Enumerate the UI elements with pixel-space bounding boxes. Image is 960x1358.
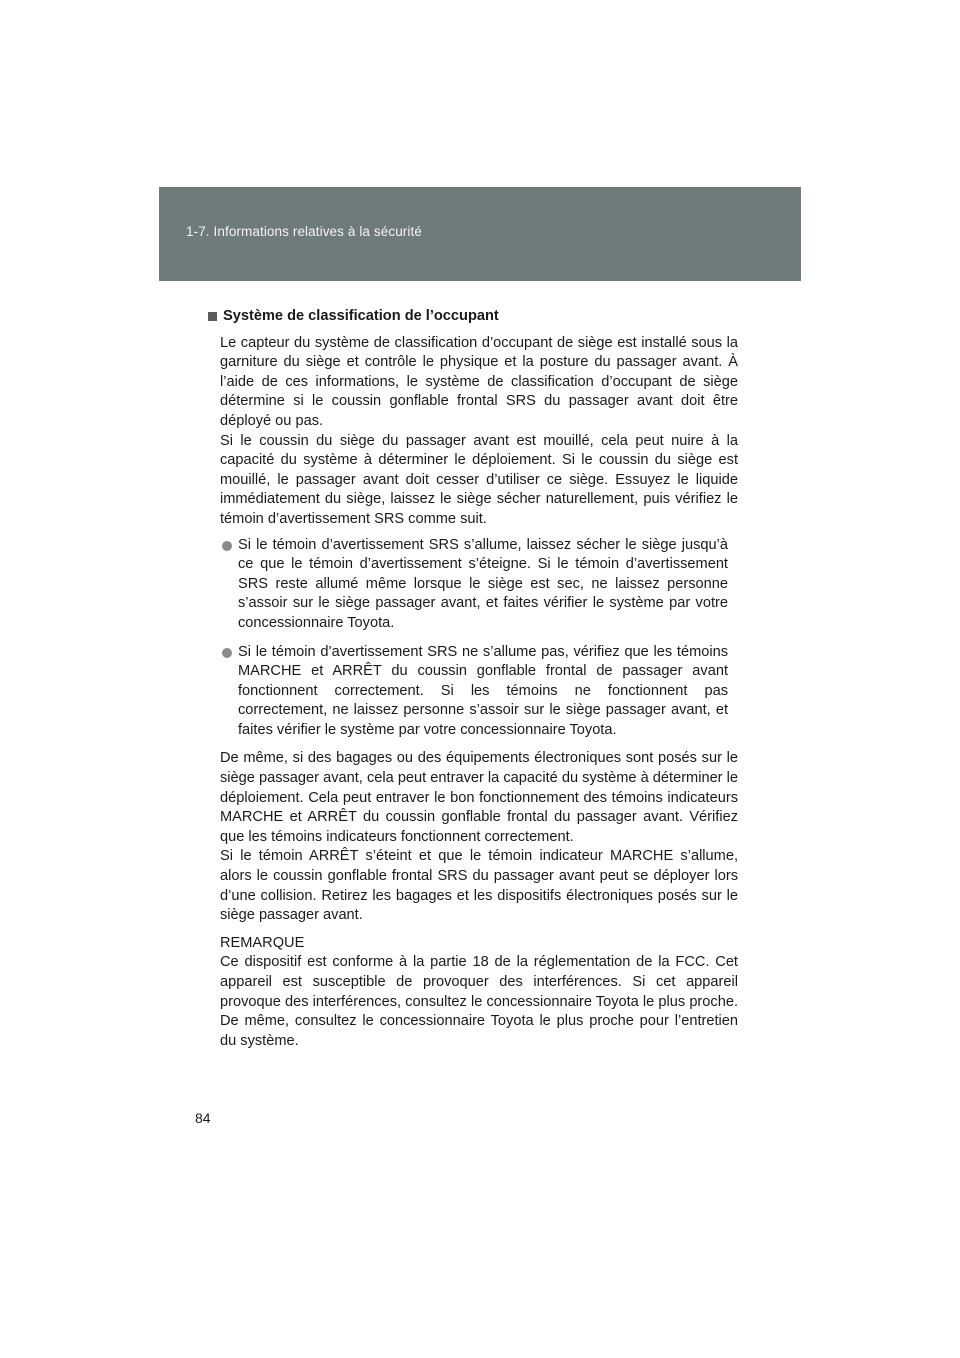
page-content [196, 307, 738, 1051]
square-bullet-icon [208, 312, 217, 321]
section-header-band [159, 187, 801, 281]
section-heading [208, 307, 738, 327]
section-heading-text: Système de classification de l’occupant [223, 308, 499, 324]
bullet-text: Si le témoin d’avertissement SRS ne s’allume pas, vérifiez que les témoins MARCHE et ARRÊT du coussin gonflable frontal de passager avant fonctionnent correctement. Si les témoins ne fonctionnent pas correctement, ne laissez personne s’assoir sur le siège passager avant, et faites vérifier le système par votre concessionnaire Toyota. [238, 643, 728, 738]
luggage-paragraph: De même, si des bagages ou des équipements électroniques sont posés sur le siège passager avant, cela peut entraver la capacité du système à déterminer le déploiement. Cela peut entraver le bon fonctionnement des témoins indicateurs MARCHE et ARRÊT du coussin gonflable frontal du passager avant. Vérifiez que les témoins indicateurs fonctionnent correctement. [220, 750, 738, 845]
luggage-block [220, 749, 738, 925]
circle-bullet-icon [222, 541, 232, 551]
note-block [220, 934, 738, 1052]
off-indicator-paragraph: Si le témoin ARRÊT s’éteint et que le témoin indicateur MARCHE s’allume, alors le coussin gonflable frontal SRS du passager avant peut se déployer lors d’une collision. Retirez les bagages et les dispositifs électroniques posés sur le siège passager avant. [220, 848, 738, 924]
intro-block [220, 334, 738, 530]
intro-paragraph-2: Si le coussin du siège du passager avant est mouillé, cela peut nuire à la capacité du système à déterminer le déploiement. Si le coussin du siège est mouillé, le passager avant doit cesser d’utiliser ce siège. Essuyez le liquide immédiatement du siège, laissez le siège sécher naturellement, puis vérifiez le témoin d’avertissement SRS comme suit. [220, 432, 738, 527]
note-text: Ce dispositif est conforme à la partie 18 de la réglementation de la FCC. Cet appareil est susceptible de provoquer des interférences. Si cet appareil provoque des interférences, consultez le concessionnaire Toyota le plus proche. De même, consultez le concessionnaire Toyota le plus proche pour l’entretien du système. [220, 954, 738, 1049]
circle-bullet-icon [222, 648, 232, 658]
list-item [222, 536, 738, 634]
page-number: 84 [195, 1110, 211, 1126]
intro-paragraph-1: Le capteur du système de classification d’occupant de siège est installé sous la garniture du siège et contrôle le physique et la posture du passager avant. À l’aide de ces informations, le système de classification d’occupant de siège détermine si le coussin gonflable frontal SRS du passager avant doit être déployé ou pas. [220, 334, 738, 429]
list-item [222, 643, 738, 741]
note-label: REMARQUE [220, 934, 305, 951]
bullet-list [222, 536, 738, 741]
bullet-text: Si le témoin d’avertissement SRS s’allume, laissez sécher le siège jusqu’à ce que le témoin d’avertissement s’éteigne. Si le témoin d’avertissement SRS reste allumé même lorsque le siège est sec, ne laissez personne s’assoir sur le siège passager avant, et faites vérifier le système par votre concessionnaire Toyota. [238, 536, 728, 631]
section-title: 1-7. Informations relatives à la sécurité [186, 224, 422, 239]
